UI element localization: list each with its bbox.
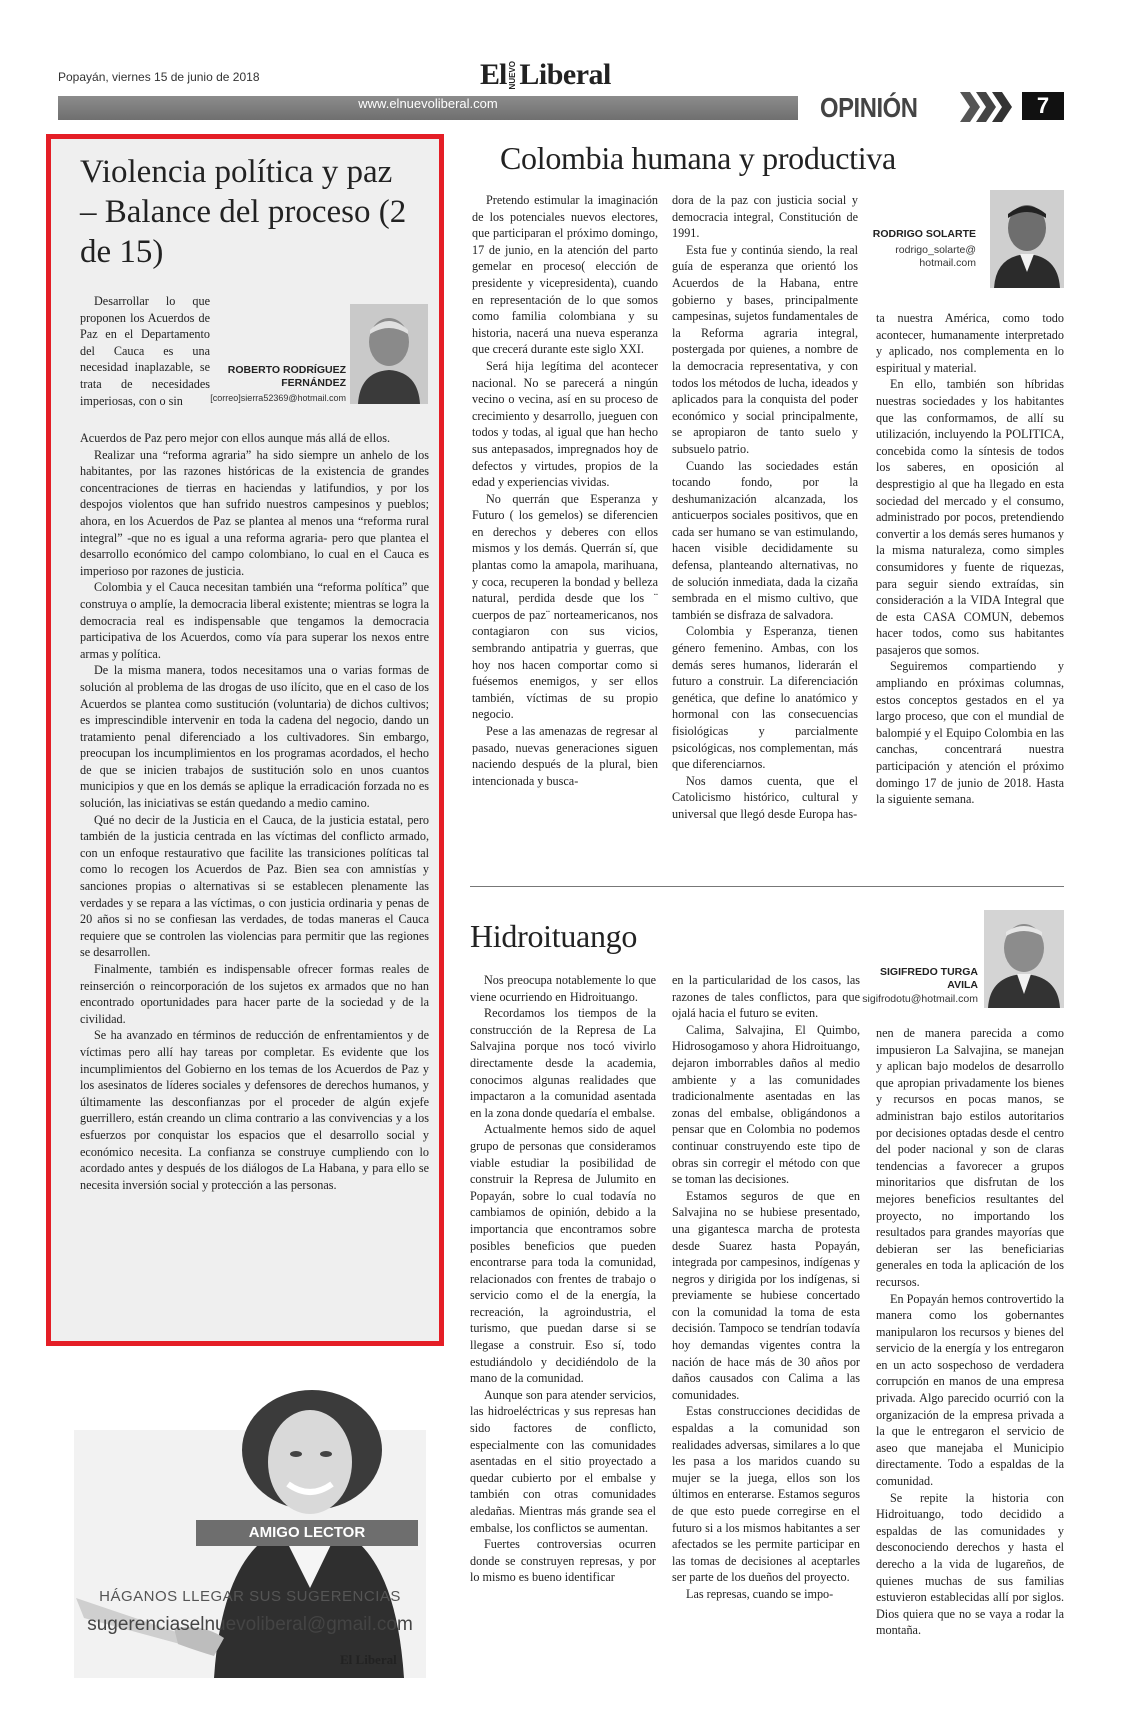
author-photo: [984, 910, 1064, 1008]
article-column: [876, 1025, 1064, 1639]
paragraph: en la particularidad de los casos, las razones de tales conflictos, para que ojalá hacia el futuro se eviten.: [672, 973, 860, 1021]
article-column: [470, 972, 656, 1586]
article-intro: [80, 293, 210, 409]
author-name: SIGIFREDO TURGA AVILA: [880, 966, 979, 991]
author-email[interactable]: sigifrodotu@hotmail.com: [862, 993, 978, 1005]
chevron-right-icon: [960, 92, 1020, 122]
ad-ribbon: AMIGO LECTOR: [196, 1520, 418, 1546]
paragraph: En ello, también son híbridas nuestras sociedades y los habitantes que las conformamos, de allí su utilización, incluyendo la POLITICA, concebida como la síntesis de todos los saberes, en oposición al desprestigio al que ha llegado en esta sociedad del mercado y el consumo, administrado por pocos, pretendiendo convertir a los demás seres humanos y la misma naturaleza, como simples consumidores y fuente de riquezas, para seguir siendo extraídas, sin consideración a la VIDA Integral que de esta CASA COMUN, debemos hacer todos, como sus habitantes pasajeros que somos.: [876, 377, 1064, 657]
paragraph: Seguiremos compartiendo y ampliando en próximas columnas, estos conceptos gestados en el ya largo proceso, que con el mundial de balompié y el Equipo Colombia en las canchas, concentrará nuestra participación y atención el próximo domingo 17 de junio de 2018. Hasta la siguiente semana.: [876, 659, 1064, 807]
paragraph: En Popayán hemos controvertido la manera como los gobernantes manipularon los recursos y bienes del servicio de la energía y los entregaron en un acto sospechoso de verdadera corrupción en manos de una empresa privada. Algo parecido ocurrió con la organización de la empresa privada a la que le entregaron el servicio de aseo que manejaba el Municipio directamente. Todo a espaldas de la comunidad.: [876, 1291, 1064, 1489]
paragraph: Realizar una “reforma agraria” ha sido siempre un anhelo de los habitantes, por las razones históricas de la existencia de grandes concentraciones de tierras en haciendas y latifundios, y por los despojos violentos que han sufrido nuestros campesinos y pueblos; ahora, en los Acuerdos de Paz se plantea al menos una “reforma rural integral” -que no es igual a una reforma agraria- pero que plantea el desarrollo económico del campo colombiano, lo cual en el Cauca es imperioso por razones de justicia.: [80, 447, 429, 578]
paragraph: Colombia y Esperanza, tienen género femenino. Ambas, con los demás seres humanos, liderarán el futuro a construir. La diferenciación genética, que define lo anatómico y hormonal con las consecuencias fisiológicas y parcialmente psicológicas, nos complementan, más que diferenciarnos.: [672, 624, 858, 772]
logo-liberal: Liberal: [519, 58, 611, 91]
author-name: RODRIGO SOLARTE: [872, 228, 976, 240]
paragraph: Aunque son para atender servicios, las hidroeléctricas y sus represas han sido factores de conflicto, especialmente con las comunidades asentadas en el sitio proyectado a quedar cubierto por el embalse y también con otras comunidades aledañas. Mientras más grande sea el embalse, los conflictos se aumentan.: [470, 1387, 656, 1535]
person-silhouette-icon: [990, 190, 1064, 288]
paragraph: Será hija legítima del acontecer nacional. No se parecerá a ningún vecino o vecina, así en su proceso de crecimiento y desarrollo, jueguen con todos y todas, al igual que han hecho sus antepasados, impregnados hoy de defectos y virtudes, propios de la edad y experiencias vividas.: [472, 358, 658, 490]
paragraph: Finalmente, también es indispensable ofrecer formas reales de reinserción o reincorporación de los sujetos ex armados que no han encontrado oportunidades para hacer parte de la sociedad y de la civilidad.: [80, 962, 429, 1026]
issue-date: Popayán, viernes 15 de junio de 2018: [58, 70, 260, 84]
article-body: [80, 430, 429, 1193]
author-name: ROBERTO RODRÍGUEZ FERNÁNDEZ: [227, 364, 346, 389]
author-email[interactable]: [correo]sierra52369@hotmail.com: [210, 393, 346, 403]
paragraph: De la misma manera, todos necesitamos una o varias formas de solución al problema de las drogas de uso ilícito, que en el caso de los Acuerdos se plantea como sustitución (voluntaria) de dichos cultivos; es imprescindible intervenir en toda la cadena del negocio, dando un tratamiento penal diferenciado a los cultivadores. Sin embargo, preocupan los incumplimientos en los programas acordados, el hecho de que se inicien trabajos de sustitución solo en unos cuantos municipios y que en los demás se aplique la erradicación forzada no es solución, las iniciativas se están quedando a medio camino.: [80, 663, 429, 811]
paragraph: Actualmente hemos sido de aquel grupo de personas que consideramos viable estudiar la posibilidad de construir la Represa de Julumito en Popayán, sobre lo cual todavía no cambiamos de opinión, debido a la importancia que encontramos sobre posibles beneficios que pueden encontrarse para toda la comunidad, relacionados con frentes de trabajo o servicio como el de la energía, la recreación, la agroindustria, el turismo, que puedan darse si se llegase a construir. Eso sí, todo estudiándolo y decidiéndolo de la mano de la comunidad.: [470, 1122, 656, 1386]
article-title: Hidroituango: [470, 918, 638, 954]
ad-call-to-action: HÁGANOS LLEGAR SUS SUGERENCIAS: [99, 1588, 401, 1605]
paragraph: Colombia y el Cauca necesitan también una “reforma política” que construya o amplíe, la democracia liberal existente; mientras se logra la democracia real es indispensable que tengamos la democracia participativa de los Acuerdos, como vía para superar los nexos entre armas y política.: [80, 580, 429, 661]
paragraph: Esta fue y continúa siendo, la real guía de esperanza que orientó los Acuerdos de la Habana, entre gobierno y bases, principalmente campesinas, sujetos fundamentales de la Reforma agraria integral, postergada por quienes, a nombre de la democracia representativa, y con todos los métodos de lucha, ideados y aplicados para la conquista del poder económico y social principalmente, se apropiaron de tanto suelo y subsuelo patrio.: [672, 242, 858, 456]
paragraph: Nos preocupa notablemente lo que viene ocurriendo en Hidroituango.: [470, 973, 656, 1004]
paragraph: Estas construcciones decididas de espaldas a la comunidad son realidades adversas, similares a lo que les pasa a los maridos cuando su mujer se la juega, ellos son los últimos en enterarse. Estamos seguros de que esto puede corregirse en el futuro si a los mismos habitantes a ser afectados se les permite participar en las tomas de decisiones al aceptarles ser parte de los dueños del proyecto.: [672, 1404, 860, 1585]
paragraph: Fuertes controversias ocurren donde se construyen represas, y por lo mismo es bueno identificar: [470, 1537, 656, 1585]
paragraph: Las represas, cuando se impo-: [686, 1586, 834, 1601]
person-silhouette-icon: [984, 910, 1064, 1008]
paragraph: No querrán que Esperanza y Futuro ( los gemelos) se diferencien en derechos y deberes con ellos mismos y los demás. Querrán sí, que plantas como la amapola, marihuana, y coca, recuperen la bondad y belleza natural, perdida desde que los ¨ cuerpos de paz¨ norteamericanos, nos contagiaron con sus vicios, sembrando antipatria y guerras, que hoy nos hacen comportar como si fuésemos enemigos, y ser ellos también, víctimas de su propio negocio.: [472, 491, 658, 722]
paragraph: Calima, Salvajina, El Quimbo, Hidrosogamoso y ahora Hidroituango, dejaron imborrables daños al medio ambiente y a las comunidades tradicionalmente asentadas en las zonas del embalse, obligándonos a pensar que en Colombia no podemos continuar construyendo este tipo de obras sin corregir el método con que se toman las decisiones.: [672, 1022, 860, 1187]
ad-email-link[interactable]: sugerenciaselnuevoliberal@gmail.com: [87, 1614, 413, 1635]
ad-logo: El Liberal: [340, 1652, 397, 1667]
paragraph: nen de manera parecida a como impusieron La Salvajina, se manejan y aplican bajo modelos de desarrollo que apropian privadamente los bienes y recursos en pocas manos, se administran bajo estilos autoritarios por decisiones optadas desde el centro del poder nacional y son de claras tendencias a favorecer a grupos minoritarios que disfrutan de los mejores beneficios resultantes del proyecto, no importando los resultados para grandes mayorías que debieran ser las beneficiarias generales en toda la aplicación de los recursos.: [876, 1026, 1064, 1289]
paragraph: Cuando las sociedades están tocando fondo, por la deshumanización alcanzada, los anticuerpos sociales positivos, que en cada ser humano se van estimulando, hacen visible decididamente su defensa, planteando alternativas, no de solución inmediata, dada la cizaña sembrada en el mismo cultivo, que también se disfraza de salvadora.: [672, 458, 858, 622]
newspaper-logo: [480, 58, 640, 92]
section-divider: [470, 886, 1064, 887]
paragraph: Estamos seguros de que en Salvajina no se hubiese presentado, una gigantesca marcha de protesta desde Suarez hasta Popayán, integrada por campesinos, indígenas y negros y dirigida por los indígenas, si previamente se hubiese concertado con la comunidad la toma de esta decisión. Tampoco se tendrían todavía hoy demandas vigentes contra la nación de hace más de 30 años por daños causados con Calima a las comunidades.: [672, 1188, 860, 1402]
article-column: [672, 192, 858, 823]
paragraph: Se ha avanzado en términos de reducción de enfrentamientos y de víctimas pero allí hay tareas por completar. Es evidente que los incumplimientos del Gobierno en los temas de los Acuerdos de Paz y los asesinatos de líderes sociales y defensores de derechos humanos, y últimamente las desconfianzas por el proceder de algún exjefe guerrillero, están creando un clima contrario a las convivencias y a los esfuerzos por conquistar los espacios que el desarrollo social y económico necesita. La confianza se construye cumpliendo con lo acordado antes y después de los diálogos de La Habana, y para ello se necesita inversión social y protección a las personas.: [80, 1028, 429, 1192]
paragraph: Pretendo estimular la imaginación de los potenciales nuevos electores, que participaran el próximo domingo, 17 de junio, en la atención del parto gemelar en proceso( elección de presidente y vicepresidenta), cuando en representación de lo que somos como familia colombiana y su historia, nacerá una nueva esperanza que crecerá durante este siglo XXI.: [472, 193, 658, 357]
paragraph: dora de la paz con justicia social y democracia integral, Constitución de 1991.: [672, 193, 858, 241]
paragraph: Nos damos cuenta, que el Catolicismo histórico, cultural y universal que llegó desde Europa has-: [672, 773, 858, 821]
intro-continuation: Acuerdos de Paz pero mejor con ellos aunque más allá de ellos.: [80, 431, 391, 445]
paragraph: ta nuestra América, como todo acontecer, humanamente interpretado y aplicado, nos complementa en lo espiritual y material.: [876, 311, 1064, 375]
paragraph: Se repite la historia con Hidroituango, todo decidido a espaldas de las comunidades y desconociendo derechos y hasta el derecho a la vida de lugareños, de quienes muchas de sus familias estuvieron establecidas allí por siglos. Dios quiera que no se vaya a rodar la montaña.: [876, 1490, 1064, 1638]
author-photo: [990, 190, 1064, 288]
article-title: Violencia política y paz – Balance del proceso (2 de 15): [80, 154, 407, 270]
intro-paragraph: Desarrollar lo que proponen los Acuerdos de Paz en el Departamento del Cauca es una necesidad inaplazable, se trata de necesidades imperiosas, con o sin: [80, 294, 210, 408]
article-title: Colombia humana y productiva: [500, 140, 896, 176]
logo-nuevo: NUEVO: [508, 60, 518, 90]
author-photo: [350, 304, 428, 404]
paragraph: Qué no decir de la Justicia en el Cauca, de la justicia estatal, pero también de la justicia centrada en las víctimas del conflicto armado, con un enfoque restaurativo que facilite las transiciones políticas tal como lo recogen los Acuerdos de Paz. Bien sea con amnistías y sanciones propias o alternativas si se establecen plenamente las verdades y se repara a las víctimas, o con justicia ordinaria y penas de 20 años si no se confiesan las verdades, de todas maneras el Cauca requiere que se controlen las violencias para permitir que las regiones se desarrollen.: [80, 812, 429, 960]
header-bar: [58, 96, 798, 120]
person-silhouette-icon: [350, 304, 428, 404]
paragraph: Pese a las amenazas de regresar al pasado, nuevas generaciones siguen naciendo después de la plural, bien intencionada y busca-: [472, 724, 658, 788]
section-title: OPINIÓN: [820, 92, 918, 123]
author-email[interactable]: rodrigo_solarte@ hotmail.com: [895, 244, 976, 269]
article-column: [876, 310, 1064, 808]
paragraph: Recordamos los tiempos de la construcción de la Represa de La Salvajina porque nos tocó vivirlo directamente desde la academia, conocimos algunas realidades que impactaron a la comunidad asentada en la zona donde quedaría el embalse.: [470, 1006, 656, 1120]
article-column: [672, 972, 860, 1603]
logo-el: El: [480, 58, 507, 91]
article-column: [472, 192, 658, 789]
website-url[interactable]: www.elnuevoliberal.com: [358, 96, 498, 111]
page-number: 7: [1022, 92, 1064, 120]
